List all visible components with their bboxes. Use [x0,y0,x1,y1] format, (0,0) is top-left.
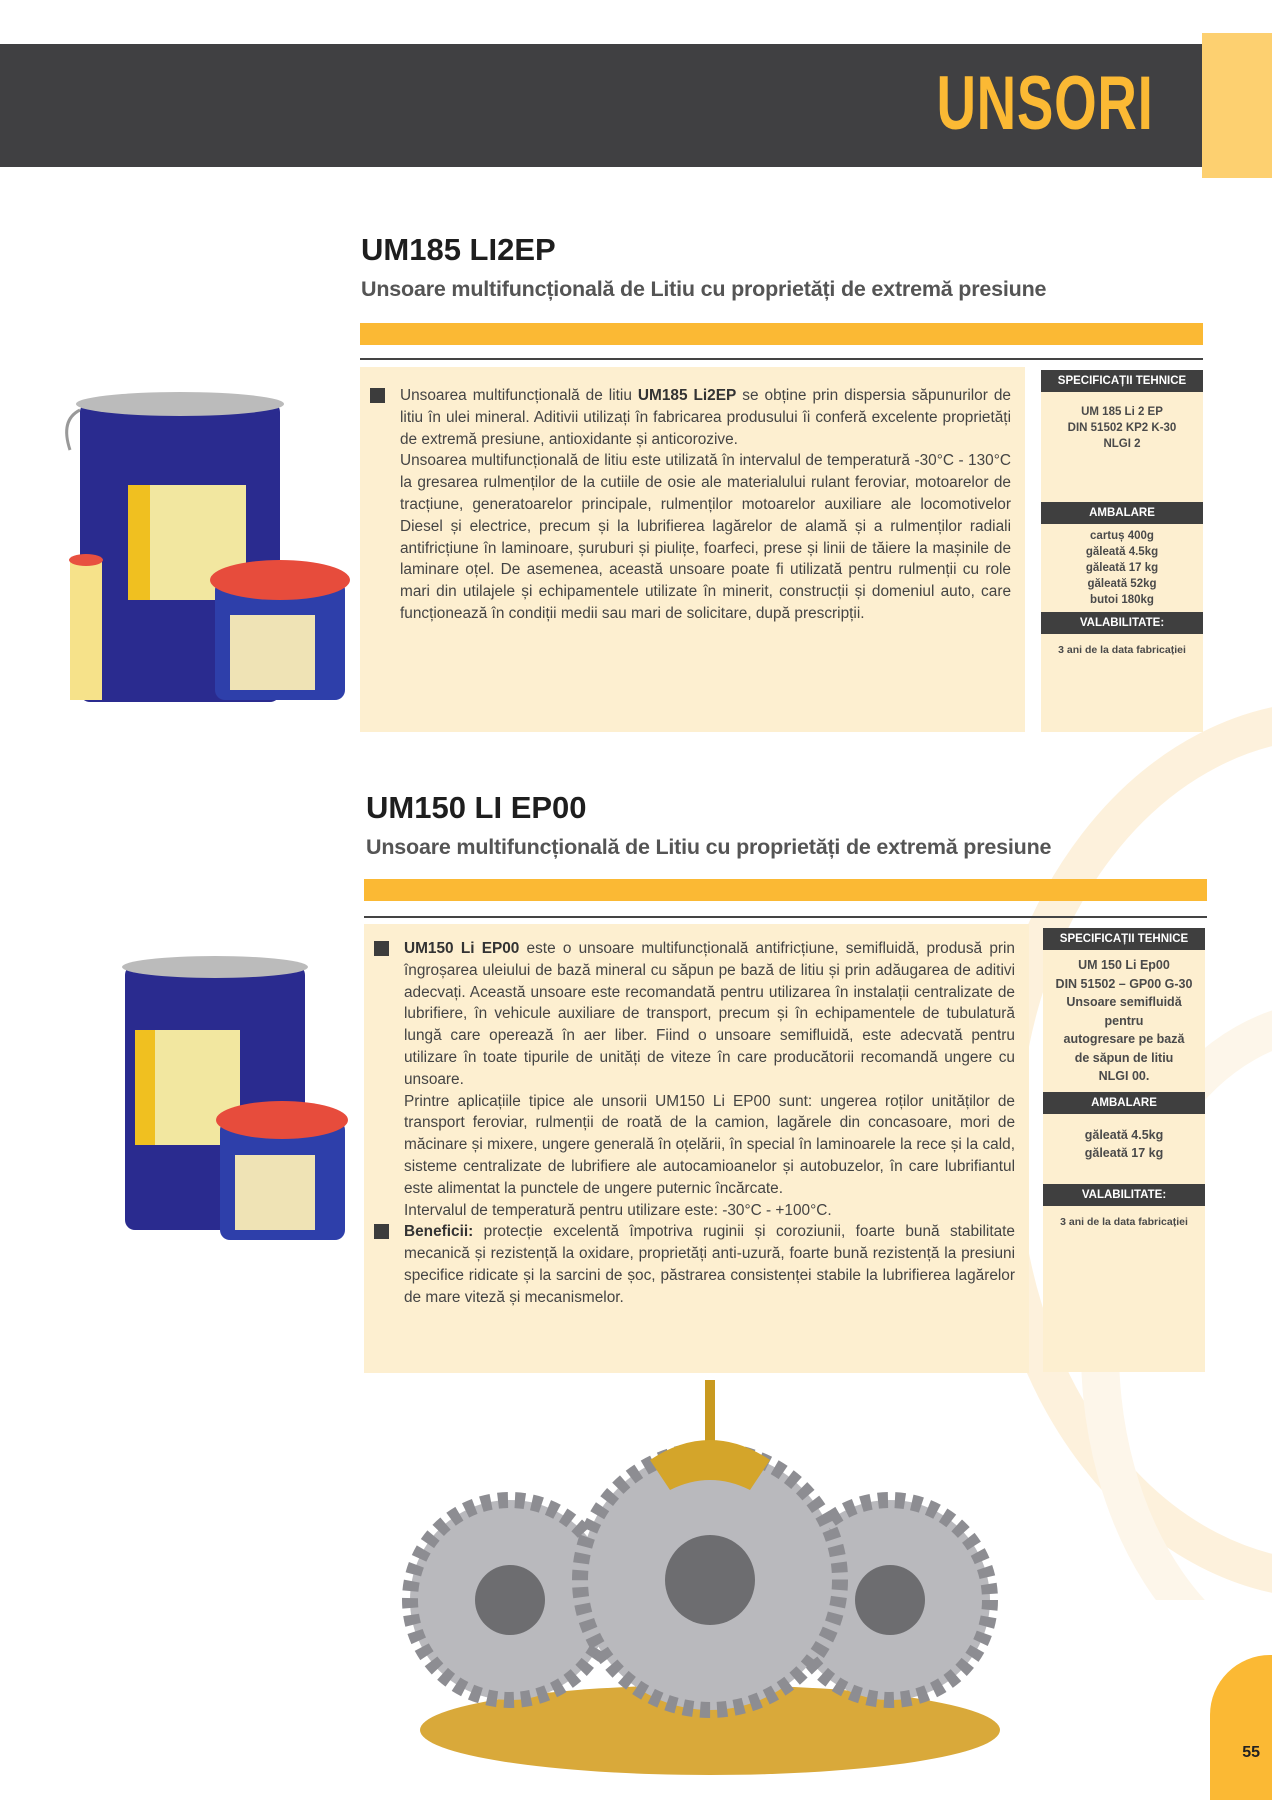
category-title: UNSORI [936,61,1154,146]
product-subtitle: Unsoare multifuncțională de Litiu cu proprietăți de extremă presiune [361,277,1047,301]
validity-value: 3 ani de la data fabricației [1060,1215,1188,1228]
product-description [360,367,1025,732]
spec-panel [1043,928,1205,1372]
spec-header: SPECIFICAȚII TEHNICE [1041,370,1203,392]
spec-values: UM 150 Li Ep00 DIN 51502 – GP00 G-30 Unsoare semifluidă pentru autogresare pe bază de săpun de litiu NLGI 00. [1055,958,1193,1083]
validity-header: VALABILITATE: [1041,612,1203,634]
page-number-tab [1210,1655,1272,1800]
description-paragraph: Intervalul de temperatură pentru utilizare este: -30°C - +100°C. [404,1201,832,1219]
spec-panel [1041,370,1203,732]
divider [360,358,1203,360]
packaging-header: AMBALARE [1043,1092,1205,1114]
header-tab [1202,33,1272,178]
product-image-buckets [90,950,355,1250]
description-paragraph: Printre aplicațiile tipice ale unsorii UM150 Li EP00 sunt: ungerea roților unităților de transport feroviar, rulmenții de roată de la camion, lagărele din concasoare, mori de măcinare și mixere, ungere generală în oțelării, în special în laminoarele la rece și la cald, sisteme centralizate de lubrifiere ale autocamioanelor și autobuzelor, în care lubrifiantul este alimentat la punctele de ungere puternic încărcate. [404,1092,1015,1197]
product-title: UM185 LI2EP [361,232,556,267]
spec-header: SPECIFICAȚII TEHNICE [1043,928,1205,950]
product-image-buckets [40,380,360,720]
validity-value: 3 ani de la data fabricației [1058,644,1186,656]
packaging-values: cartuș 400g găleată 4.5kg găleată 17 kg găleată 52kg butoi 180kg [1085,530,1159,606]
product-title: UM150 LI EP00 [366,790,587,825]
gears-image [380,1380,1060,1800]
divider [364,916,1207,918]
page-number: 55 [1242,1744,1260,1761]
packaging-values: găleată 4.5kg găleată 17 kg [1084,1127,1164,1160]
product-subtitle: Unsoare multifuncțională de Litiu cu proprietăți de extremă presiune [366,835,1052,859]
validity-header: VALABILITATE: [1043,1184,1205,1206]
description-paragraph: Unsoarea multifuncțională de litiu UM185 Li2EP se obține prin dispersia săpunurilor de litiu în ulei mineral. Aditivii utilizați în fabricarea produsului îi conferă excelente proprietăți de extremă presiune, antioxidante și anticorozive. [400,385,1011,450]
accent-bar [360,323,1203,345]
description-paragraph: UM150 Li EP00 este o unsoare multifuncțională antifricțiune, semifluidă, produsă prin îngroșarea uleiului de bază mineral cu săpun pe bază de litiu și prin adăugarea de aditivi adecvați. Această unsoare este recomandată pentru utilizarea în instalații centralizate de lubrifiere, în vehicule auxiliare de transport, precum și în echipamentele de tubulatură lungă care operează în aer liber. Fiind o unsoare semifluidă, este adecvată pentru utilizare în toate tipurile de unități de viteze în care producătorii recomandă ungere cu unsoare. [404,938,1015,1091]
packaging-header: AMBALARE [1041,502,1203,524]
spec-values: UM 185 Li 2 EP DIN 51502 KP2 K-30 NLGI 2 [1067,406,1177,450]
benefits-paragraph: Beneficii: protecție excelentă împotriva ruginii și coroziunii, foarte bună stabilitate mecanică și rezistență la oxidare, proprietăți anti-uzură, foarte bună rezistență la presiuni specifice ridicate și la sarcini de șoc, păstrarea consistenței stabile la lubrifierea lagărelor de mare viteză și mecanismelor. [404,1221,1015,1308]
description-paragraph: Unsoarea multifuncțională de litiu este utilizată în intervalul de temperatură -30°C - 130°C la gresarea rulmenților de la cutiile de osie ale materialului rulant feroviar, motoarelor de tracțiune, generatoarelor principale, rulmenților motoarelor auxiliare ale locomotivelor Diesel și electrice, precum și la lubrifierea lagărelor de alamă și a rulmenților radiali antifricțiune în laminoare, șuruburi și piulițe, foarfeci, prese și linii de tăiere la mașinile de laminare oțel. De asemenea, această unsoare poate fi utilizată pentru rulmenții cu role mari din utilajele și echipamentele utilizate în minerit, construcții și domeniul auto, care funcționează în condiții medii sau mari de solicitare, după prescripții. [400,452,1011,622]
product-description [364,924,1029,1373]
accent-bar [364,879,1207,901]
